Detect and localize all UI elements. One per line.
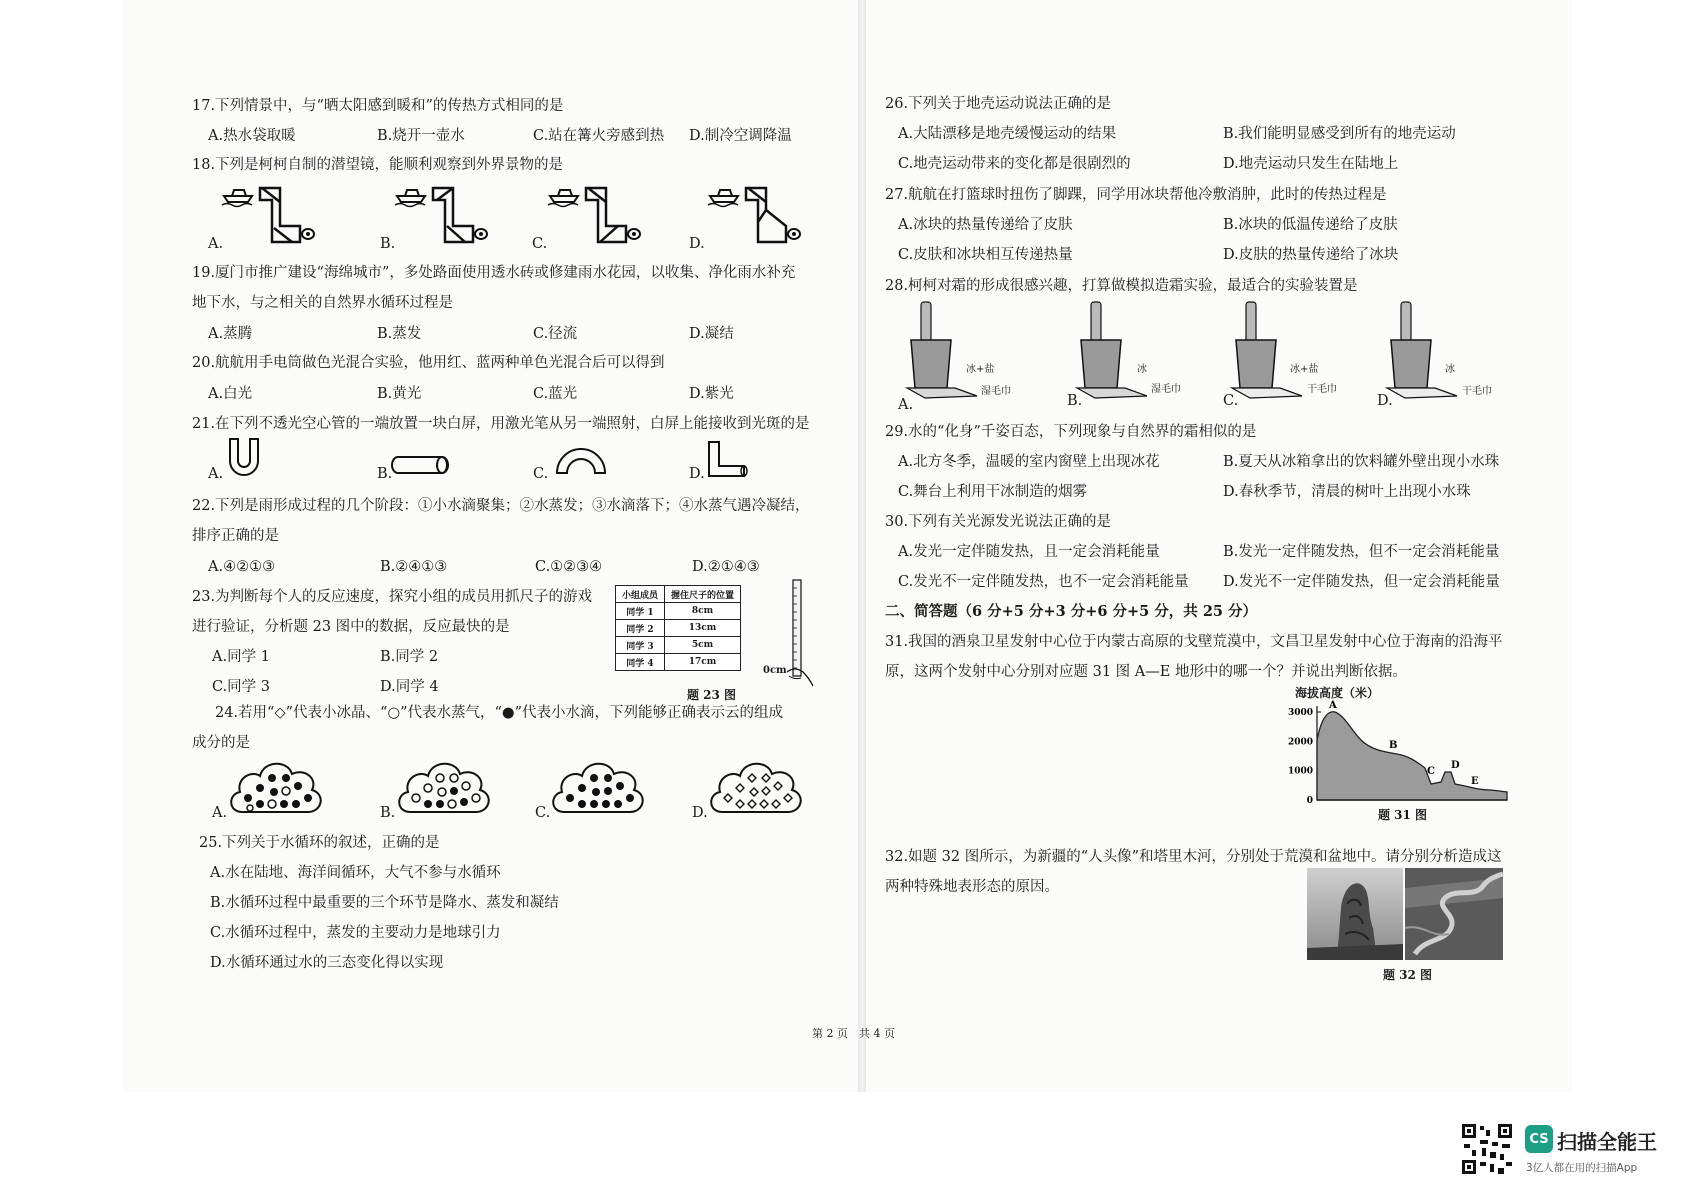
q19-stem-line2: 地下水，与之相关的自然界水循环过程是 — [192, 295, 453, 311]
table-cell: 同学 2 — [616, 620, 665, 637]
q17-option-d: D.制冷空调降温 — [689, 128, 792, 144]
q27-option-d: D.皮肤的热量传递给了冰块 — [1223, 247, 1399, 263]
figure-23-caption: 题 23 图 — [687, 688, 737, 702]
q24-stem-line2: 成分的是 — [192, 735, 250, 751]
setup-d-towel-label: 干毛巾 — [1462, 386, 1492, 397]
frost-setup-a — [905, 300, 985, 400]
q31-stem-line1: 31.我国的酒泉卫星发射中心位于内蒙古高原的戈壁荒漠中，文昌卫星发射中心位于海南的沿海平 — [885, 634, 1503, 650]
camscanner-logo-icon — [1525, 1125, 1553, 1153]
q28-stem: 28.柯柯对霜的形成很感兴趣，打算做模拟造霜实验，最适合的实验装置是 — [885, 278, 1358, 294]
q27-option-b: B.冰块的低温传递给了皮肤 — [1223, 217, 1398, 233]
terrain-point-label-d: D — [1451, 760, 1460, 771]
q23-option-d: D.同学 4 — [380, 679, 439, 695]
y-tick-label: 0 — [1306, 796, 1313, 806]
q26-option-a: A.大陆漂移是地壳缓慢运动的结果 — [898, 126, 1117, 142]
table-cell: 13cm — [665, 620, 741, 637]
table-header-cell: 小组成员 — [616, 586, 665, 603]
q17-stem: 17.下列情景中，与“晒太阳感到暖和”的传热方式相同的是 — [192, 98, 564, 114]
setup-c-ice-label: 冰+盐 — [1290, 364, 1319, 375]
q18-stem: 18.下列是柯柯自制的潜望镜，能顺利观察到外界景物的是 — [192, 157, 564, 173]
table-cell: 同学 1 — [616, 603, 665, 620]
section-2-heading: 二、简答题（6 分+5 分+3 分+6 分+5 分，共 25 分） — [885, 603, 1258, 620]
q30-option-d: D.发光不一定伴随发热，但一定会消耗能量 — [1223, 574, 1500, 590]
q25-option-d: D.水循环通过水的三态变化得以实现 — [210, 955, 444, 971]
table-row — [616, 654, 741, 671]
ruler-zero-label: 0cm — [763, 665, 787, 676]
q30-option-c: C.发光不一定伴随发热，也不一定会消耗能量 — [898, 574, 1189, 590]
terrain-profile-chart — [1285, 700, 1515, 810]
chart-y-axis-title: 海拔高度（米） — [1295, 686, 1380, 700]
q18-option-d: D. — [689, 236, 705, 252]
table-row — [616, 620, 741, 637]
q29-option-a: A.北方冬季，温暖的室内窗壁上出现冰花 — [898, 454, 1160, 470]
setup-c-towel-label: 干毛巾 — [1307, 384, 1337, 395]
q22-option-c: C.①②③④ — [535, 559, 603, 575]
terrain-point-label-a: A — [1329, 700, 1337, 711]
q17-option-b: B.烧开一壶水 — [377, 128, 465, 144]
q28-option-b: B. — [1067, 393, 1083, 409]
q23-option-b: B.同学 2 — [380, 649, 439, 665]
table-cell: 同学 4 — [616, 654, 665, 671]
q23-stem-line1: 23.为判断每个人的反应速度，探究小组的成员用抓尺子的游戏 — [192, 589, 593, 605]
q30-option-b: B.发光一定伴随发热，但不一定会消耗能量 — [1223, 544, 1500, 560]
q21-option-b: B. — [377, 466, 393, 482]
reaction-table — [615, 585, 741, 671]
q20-option-d: D.紫光 — [689, 386, 734, 402]
q24-option-d: D. — [692, 805, 708, 821]
watermark-brand: 扫描全能王 — [1557, 1130, 1657, 1154]
q22-option-b: B.②④①③ — [380, 559, 448, 575]
q24-option-c: C. — [535, 805, 551, 821]
table-cell: 同学 3 — [616, 637, 665, 654]
q19-option-c: C.径流 — [533, 326, 578, 342]
q30-stem: 30.下列有关光源发光说法正确的是 — [885, 514, 1112, 530]
q18-option-c: C. — [532, 236, 548, 252]
q20-option-c: C.蓝光 — [533, 386, 578, 402]
setup-b-ice-label: 冰 — [1137, 364, 1147, 375]
table-cell: 5cm — [665, 637, 741, 654]
q28-option-c: C. — [1223, 393, 1239, 409]
q29-stem: 29.水的“化身”千姿百态，下列现象与自然界的霜相似的是 — [885, 424, 1257, 440]
camscanner-logo-text: CS — [1529, 1131, 1549, 1147]
q29-option-b: B.夏天从冰箱拿出的饮料罐外壁出现小水珠 — [1223, 454, 1500, 470]
q19-stem-line1: 19.厦门市推广建设“海绵城市”，多处路面使用透水砖或修建雨水花园，以收集、净化雨水补充 — [192, 265, 796, 281]
q27-option-c: C.皮肤和冰块相互传递热量 — [898, 247, 1073, 263]
q22-option-a: A.④②①③ — [208, 559, 276, 575]
ruler-figure — [783, 578, 823, 688]
q24-option-b: B. — [380, 805, 396, 821]
straight-tube-figure — [392, 455, 450, 477]
q21-option-a: A. — [208, 466, 224, 482]
l-tube-figure — [706, 440, 750, 478]
frost-setup-c — [1230, 300, 1310, 400]
q20-option-a: A.白光 — [208, 386, 253, 402]
q29-option-d: D.春秋季节，清晨的树叶上出现小水珠 — [1223, 484, 1471, 500]
terrain-point-label-b: B — [1389, 740, 1398, 751]
table-header-cell: 握住尺子的位置 — [665, 586, 741, 603]
table-row — [616, 637, 741, 654]
q21-option-c: C. — [533, 466, 549, 482]
periscope-figure-a — [222, 182, 332, 247]
q31-stem-line2: 原，这两个发射中心分别对应题 31 图 A—E 地形中的哪一个？并说出判断依据。 — [885, 664, 1407, 680]
setup-a-towel-label: 湿毛巾 — [981, 386, 1011, 397]
q19-option-b: B.蒸发 — [377, 326, 422, 342]
terrain-point-label-c: C — [1427, 766, 1435, 777]
figure-31-caption: 题 31 图 — [1378, 808, 1428, 822]
q26-option-c: C.地壳运动带来的变化都是很剧烈的 — [898, 156, 1131, 172]
q32-stem-line1: 32.如题 32 图所示，为新疆的“人头像”和塔里木河，分别处于荒漠和盆地中。请分别分析造成这 — [885, 849, 1502, 865]
page-gutter — [858, 0, 866, 1092]
q28-option-a: A. — [898, 397, 914, 413]
q25-option-b: B.水循环过程中最重要的三个环节是降水、蒸发和凝结 — [210, 895, 559, 911]
qr-code-icon — [1460, 1122, 1514, 1176]
q23-stem-line2: 进行验证，分析题 23 图中的数据，反应最快的是 — [192, 619, 510, 635]
y-tick-label: 1000 — [1287, 766, 1313, 777]
arc-tube-figure — [555, 447, 607, 475]
y-tick-label: 3000 — [1287, 708, 1313, 718]
table-header-row — [616, 586, 741, 603]
figure-32-caption: 题 32 图 — [1383, 968, 1433, 982]
u-tube-figure — [226, 437, 262, 477]
q19-option-d: D.凝结 — [689, 326, 734, 342]
q23-option-a: A.同学 1 — [212, 649, 270, 665]
cloud-figure-b — [396, 756, 492, 816]
periscope-figure-b — [395, 182, 505, 247]
q28-option-d: D. — [1377, 393, 1393, 409]
q32-stem-line2: 两种特殊地表形态的原因。 — [885, 879, 1059, 895]
q20-option-b: B.黄光 — [377, 386, 422, 402]
q23-option-c: C.同学 3 — [212, 679, 271, 695]
table-cell: 8cm — [665, 603, 741, 620]
rock-formation-photo — [1307, 868, 1403, 960]
q26-option-d: D.地壳运动只发生在陆地上 — [1223, 156, 1399, 172]
tarim-river-photo — [1405, 868, 1503, 960]
q24-stem-line1: 24.若用“◇”代表小冰晶、“○”代表水蒸气，“●”代表小水滴，下列能够正确表示云的组成 — [215, 705, 783, 721]
q22-stem-line2: 排序正确的是 — [192, 528, 279, 544]
terrain-point-label-e: E — [1471, 776, 1479, 787]
q30-option-a: A.发光一定伴随发热，且一定会消耗能量 — [898, 544, 1160, 560]
periscope-figure-c — [548, 182, 658, 247]
table-cell: 17cm — [665, 654, 741, 671]
q20-stem: 20.航航用手电筒做色光混合实验，他用红、蓝两种单色光混合后可以得到 — [192, 355, 665, 371]
q18-option-a: A. — [208, 236, 224, 252]
frost-setup-b — [1075, 300, 1155, 400]
frost-setup-d — [1385, 300, 1465, 400]
table-row — [616, 603, 741, 620]
q29-option-c: C.舞台上利用干冰制造的烟雾 — [898, 484, 1088, 500]
setup-a-ice-label: 冰+盐 — [966, 364, 995, 375]
q21-stem: 21.在下列不透光空心管的一端放置一块白屏，用激光笔从另一端照射，白屏上能接收到光斑的是 — [192, 416, 810, 432]
cloud-figure-d — [708, 756, 804, 816]
y-tick-label: 2000 — [1287, 737, 1313, 748]
cloud-figure-c — [550, 756, 646, 816]
page-number: 第 2 页 共 4 页 — [812, 1027, 895, 1040]
q27-option-a: A.冰块的热量传递给了皮肤 — [898, 217, 1073, 233]
q26-option-b: B.我们能明显感受到所有的地壳运动 — [1223, 126, 1456, 142]
q22-option-d: D.②①④③ — [692, 559, 760, 575]
setup-d-ice-label: 冰 — [1445, 364, 1455, 375]
q24-option-a: A. — [212, 805, 228, 821]
cloud-figure-a — [228, 756, 324, 816]
q26-stem: 26.下列关于地壳运动说法正确的是 — [885, 96, 1112, 112]
watermark-tagline: 3亿人都在用的扫描App — [1526, 1162, 1638, 1174]
q22-stem-line1: 22.下列是雨形成过程的几个阶段：①小水滴聚集；②水蒸发；③水滴落下；④水蒸气遇冷凝结， — [192, 498, 810, 514]
setup-b-towel-label: 湿毛巾 — [1151, 384, 1181, 395]
q17-option-a: A.热水袋取暖 — [208, 128, 296, 144]
q25-option-a: A.水在陆地、海洋间循环，大气不参与水循环 — [210, 865, 501, 881]
q18-option-b: B. — [380, 236, 396, 252]
q17-option-c: C.站在篝火旁感到热 — [533, 128, 665, 144]
q25-option-c: C.水循环过程中，蒸发的主要动力是地球引力 — [210, 925, 501, 941]
q25-stem: 25.下列关于水循环的叙述，正确的是 — [199, 835, 440, 851]
periscope-figure-d — [708, 182, 818, 247]
q27-stem: 27.航航在打篮球时扭伤了脚踝，同学用冰块帮他冷敷消肿，此时的传热过程是 — [885, 187, 1387, 203]
q21-option-d: D. — [689, 466, 705, 482]
q19-option-a: A.蒸腾 — [208, 326, 253, 342]
